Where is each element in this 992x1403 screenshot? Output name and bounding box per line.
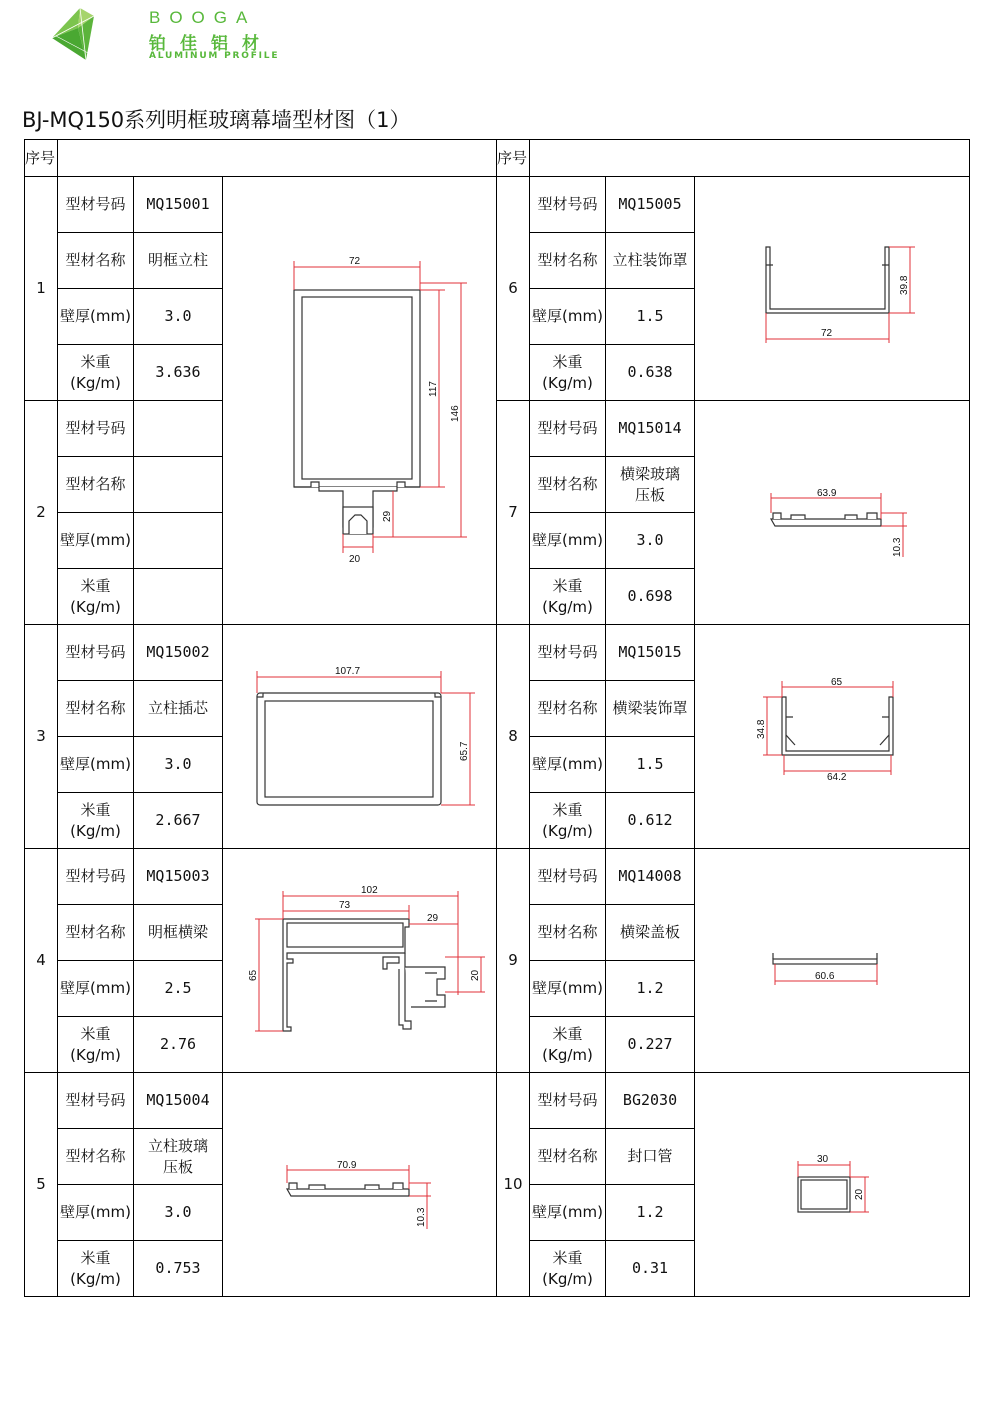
dim-width: 107.7 <box>335 666 361 677</box>
value-name: 立柱玻璃 压板 <box>134 1129 223 1185</box>
dim-width: 70.9 <box>337 1160 357 1171</box>
label-code: 型材号码 <box>530 401 606 457</box>
label-code: 型材号码 <box>58 177 134 233</box>
label-weight: 米重 (Kg/m) <box>530 793 606 849</box>
profile-table <box>24 139 970 1297</box>
booga-logo-icon <box>50 6 96 62</box>
label-name: 型材名称 <box>58 681 134 737</box>
value-name: 封口管 <box>606 1129 695 1185</box>
dim-h2: 146 <box>450 405 461 422</box>
label-weight: 米重 (Kg/m) <box>58 1017 134 1073</box>
brand-name-cn: 铂佳铝材 <box>149 34 273 54</box>
value-thickness: 3.0 <box>134 1185 223 1241</box>
item-no: 10 <box>497 1073 530 1297</box>
drawing-cell-7 <box>695 401 970 625</box>
profile-drawing-bg2030 <box>695 1073 970 1297</box>
item-no: 4 <box>25 849 58 1073</box>
label-name: 型材名称 <box>530 681 606 737</box>
drawing-cell-1-2 <box>223 177 497 625</box>
value-name: 横梁盖板 <box>606 905 695 961</box>
value-weight: 2.667 <box>134 793 223 849</box>
item-no: 7 <box>497 401 530 625</box>
table-row <box>25 849 970 905</box>
profile-drawing-mq15014 <box>695 401 970 625</box>
item-no: 5 <box>25 1073 58 1297</box>
label-name: 型材名称 <box>530 233 606 289</box>
label-name: 型材名称 <box>530 905 606 961</box>
value-thickness: 3.0 <box>134 289 223 345</box>
value-name: 明框立柱 <box>134 233 223 289</box>
label-name: 型材名称 <box>58 1129 134 1185</box>
drawing-cell-6 <box>695 177 970 401</box>
dim-h1: 117 <box>428 381 439 397</box>
header-blank-left <box>58 140 497 177</box>
label-weight: 米重 (Kg/m) <box>530 345 606 401</box>
label-thickness: 壁厚(mm) <box>530 289 606 345</box>
label-thickness: 壁厚(mm) <box>530 737 606 793</box>
value-code: MQ15014 <box>606 401 695 457</box>
dim-w1: 102 <box>361 885 378 896</box>
value-name: 立柱插芯 <box>134 681 223 737</box>
item-no: 8 <box>497 625 530 849</box>
dim-width: 60.6 <box>815 971 835 982</box>
value-code: MQ15005 <box>606 177 695 233</box>
item-no: 2 <box>25 401 58 625</box>
drawing-cell-3 <box>223 625 497 849</box>
label-weight: 米重 (Kg/m) <box>530 569 606 625</box>
value-weight: 0.698 <box>606 569 695 625</box>
drawing-cell-9 <box>695 849 970 1073</box>
value-code: BG2030 <box>606 1073 695 1129</box>
label-weight: 米重 (Kg/m) <box>58 1241 134 1297</box>
label-thickness: 壁厚(mm) <box>530 961 606 1017</box>
label-thickness: 壁厚(mm) <box>58 513 134 569</box>
dim-height: 10.3 <box>416 1207 427 1227</box>
label-thickness: 壁厚(mm) <box>58 737 134 793</box>
value-weight: 2.76 <box>134 1017 223 1073</box>
value-weight: 3.636 <box>134 345 223 401</box>
value-thickness: 1.2 <box>606 961 695 1017</box>
value-code: MQ15004 <box>134 1073 223 1129</box>
value-weight: 0.227 <box>606 1017 695 1073</box>
label-weight: 米重 (Kg/m) <box>58 569 134 625</box>
label-thickness: 壁厚(mm) <box>58 961 134 1017</box>
dim-w2: 20 <box>349 554 361 565</box>
value-code <box>134 401 223 457</box>
label-code: 型材号码 <box>58 1073 134 1129</box>
label-thickness: 壁厚(mm) <box>58 289 134 345</box>
dim-height: 10.3 <box>892 537 904 557</box>
label-thickness: 壁厚(mm) <box>530 513 606 569</box>
drawing-cell-8 <box>695 625 970 849</box>
label-code: 型材号码 <box>58 625 134 681</box>
value-thickness: 1.2 <box>606 1185 695 1241</box>
label-code: 型材号码 <box>58 849 134 905</box>
label-code: 型材号码 <box>58 401 134 457</box>
item-no: 1 <box>25 177 58 401</box>
value-code: MQ15015 <box>606 625 695 681</box>
label-name: 型材名称 <box>58 457 134 513</box>
profile-drawing-mq15002 <box>223 625 497 849</box>
profile-drawing-mq15005 <box>695 177 970 401</box>
label-code: 型材号码 <box>530 1073 606 1129</box>
value-code: MQ15002 <box>134 625 223 681</box>
header-no-left: 序号 <box>25 140 58 177</box>
value-name: 明框横梁 <box>134 905 223 961</box>
dim-w2: 64.2 <box>827 772 847 783</box>
header-no-right: 序号 <box>497 140 530 177</box>
label-code: 型材号码 <box>530 177 606 233</box>
value-weight <box>134 569 223 625</box>
value-name: 立柱装饰罩 <box>606 233 695 289</box>
dim-width: 30 <box>817 1154 829 1165</box>
item-no: 6 <box>497 177 530 401</box>
value-name: 横梁装饰罩 <box>606 681 695 737</box>
label-thickness: 壁厚(mm) <box>58 1185 134 1241</box>
value-weight: 0.612 <box>606 793 695 849</box>
profile-drawing-mq14008 <box>695 849 970 1073</box>
profile-drawing-mq15003 <box>223 849 497 1073</box>
brand-logo <box>50 6 290 62</box>
profile-drawing-mq15015 <box>695 625 970 849</box>
value-weight: 0.753 <box>134 1241 223 1297</box>
table-row <box>25 1073 970 1129</box>
table-row <box>25 401 970 457</box>
dim-width: 72 <box>349 256 361 267</box>
label-weight: 米重 (Kg/m) <box>530 1241 606 1297</box>
value-code: MQ15003 <box>134 849 223 905</box>
value-thickness: 3.0 <box>606 513 695 569</box>
label-name: 型材名称 <box>530 1129 606 1185</box>
label-code: 型材号码 <box>530 849 606 905</box>
value-thickness <box>134 513 223 569</box>
label-name: 型材名称 <box>58 233 134 289</box>
dim-width: 63.9 <box>817 488 837 499</box>
value-thickness: 1.5 <box>606 289 695 345</box>
profile-drawing-mq15004 <box>223 1073 497 1297</box>
page-title: BJ-MQ150系列明框玻璃幕墙型材图（1） <box>22 108 411 132</box>
dim-h3: 29 <box>382 510 393 522</box>
drawing-cell-5 <box>223 1073 497 1297</box>
label-weight: 米重 (Kg/m) <box>58 793 134 849</box>
dim-w1: 65 <box>831 677 843 688</box>
item-no: 9 <box>497 849 530 1073</box>
value-thickness: 3.0 <box>134 737 223 793</box>
label-code: 型材号码 <box>530 625 606 681</box>
dim-height: 65.7 <box>459 741 470 761</box>
dim-w2: 73 <box>339 900 351 911</box>
item-no: 3 <box>25 625 58 849</box>
value-name <box>134 457 223 513</box>
table-header-row <box>25 140 970 177</box>
dim-width: 72 <box>821 328 833 339</box>
value-code: MQ15001 <box>134 177 223 233</box>
profile-drawing-mq15001 <box>223 177 497 626</box>
value-weight: 0.638 <box>606 345 695 401</box>
dim-h2: 20 <box>470 969 481 981</box>
drawing-cell-4 <box>223 849 497 1073</box>
table-row <box>25 177 970 233</box>
dim-h1: 65 <box>248 969 259 981</box>
brand-name-en: BOOGA <box>149 8 257 27</box>
table-row <box>25 625 970 681</box>
dim-height: 20 <box>854 1188 866 1200</box>
header-blank-right <box>530 140 970 177</box>
dim-height: 34.8 <box>756 719 768 739</box>
label-name: 型材名称 <box>530 457 606 513</box>
label-name: 型材名称 <box>58 905 134 961</box>
brand-subtitle: ALUMINUM PROFILE <box>149 51 280 61</box>
value-thickness: 2.5 <box>134 961 223 1017</box>
label-weight: 米重 (Kg/m) <box>530 1017 606 1073</box>
value-weight: 0.31 <box>606 1241 695 1297</box>
label-weight: 米重 (Kg/m) <box>58 345 134 401</box>
value-thickness: 1.5 <box>606 737 695 793</box>
value-name: 横梁玻璃 压板 <box>606 457 695 513</box>
value-code: MQ14008 <box>606 849 695 905</box>
label-thickness: 壁厚(mm) <box>530 1185 606 1241</box>
drawing-cell-10 <box>695 1073 970 1297</box>
dim-w3: 29 <box>427 913 439 924</box>
dim-height: 39.8 <box>899 275 911 295</box>
